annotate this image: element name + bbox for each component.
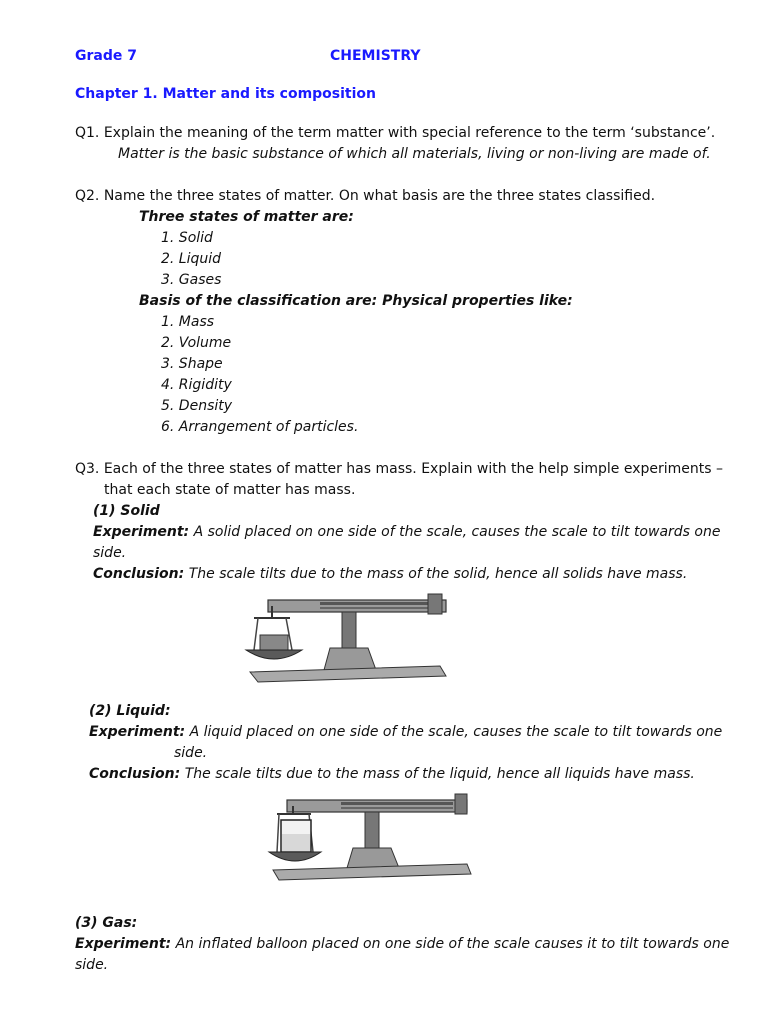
- basis-heading: Basis of the classification are: Physical properties like:: [139, 293, 573, 309]
- experiment-label: Experiment:: [89, 724, 186, 740]
- liquid-experiment: [89, 722, 722, 742]
- gas-experiment-cont: side.: [75, 957, 109, 973]
- q2-question: Q2. Name the three states of matter. On what basis are the three states classified.: [75, 188, 656, 204]
- property-item: 5. Density: [161, 398, 233, 414]
- q3-question-line2: that each state of matter has mass.: [104, 482, 356, 498]
- q1-answer: Matter is the basic substance of which all materials, living or non-living are made of.: [118, 146, 711, 162]
- conclusion-text: The scale tilts due to the mass of the liquid, hence all liquids have mass.: [180, 766, 695, 782]
- experiment-label: Experiment:: [93, 524, 190, 540]
- grade-label: Grade 7: [75, 48, 137, 64]
- conclusion-label: Conclusion:: [93, 566, 185, 582]
- property-item: 3. Shape: [161, 356, 223, 372]
- solid-experiment: [93, 522, 720, 542]
- property-item: 1. Mass: [161, 314, 215, 330]
- solid-title: (1) Solid: [93, 503, 160, 519]
- property-item: 2. Volume: [161, 335, 232, 351]
- conclusion-label: Conclusion:: [89, 766, 181, 782]
- state-item: 1. Solid: [161, 230, 213, 246]
- chapter-title: Chapter 1. Matter and its composition: [75, 86, 377, 102]
- experiment-label: Experiment:: [75, 936, 172, 952]
- conclusion-text: The scale tilts due to the mass of the solid, hence all solids have mass.: [184, 566, 688, 582]
- q1-question: Q1. Explain the meaning of the term matter with special reference to the term ‘substance’.: [75, 125, 716, 141]
- gas-experiment: [75, 934, 729, 954]
- states-heading: Three states of matter are:: [139, 209, 354, 225]
- balance-scale-liquid-figure: [265, 790, 477, 884]
- liquid-experiment-cont: side.: [174, 745, 208, 761]
- subject-title: CHEMISTRY: [330, 48, 421, 64]
- state-item: 3. Gases: [161, 272, 222, 288]
- liquid-title: (2) Liquid:: [89, 703, 171, 719]
- solid-experiment-cont: side.: [93, 545, 127, 561]
- property-item: 4. Rigidity: [161, 377, 232, 393]
- balance-scale-solid-figure: [240, 590, 452, 688]
- solid-conclusion: [93, 564, 687, 584]
- property-item: 6. Arrangement of particles.: [161, 419, 359, 435]
- q3-question-line1: Q3. Each of the three states of matter has mass. Explain with the help simple experiments –: [75, 461, 724, 477]
- gas-title: (3) Gas:: [75, 915, 138, 931]
- experiment-text: A liquid placed on one side of the scale, causes the scale to tilt towards one: [185, 724, 723, 740]
- state-item: 2. Liquid: [161, 251, 222, 267]
- liquid-conclusion: [89, 764, 695, 784]
- experiment-text: A solid placed on one side of the scale, causes the scale to tilt towards one: [189, 524, 721, 540]
- experiment-text: An inflated balloon placed on one side of the scale causes it to tilt towards one: [171, 936, 730, 952]
